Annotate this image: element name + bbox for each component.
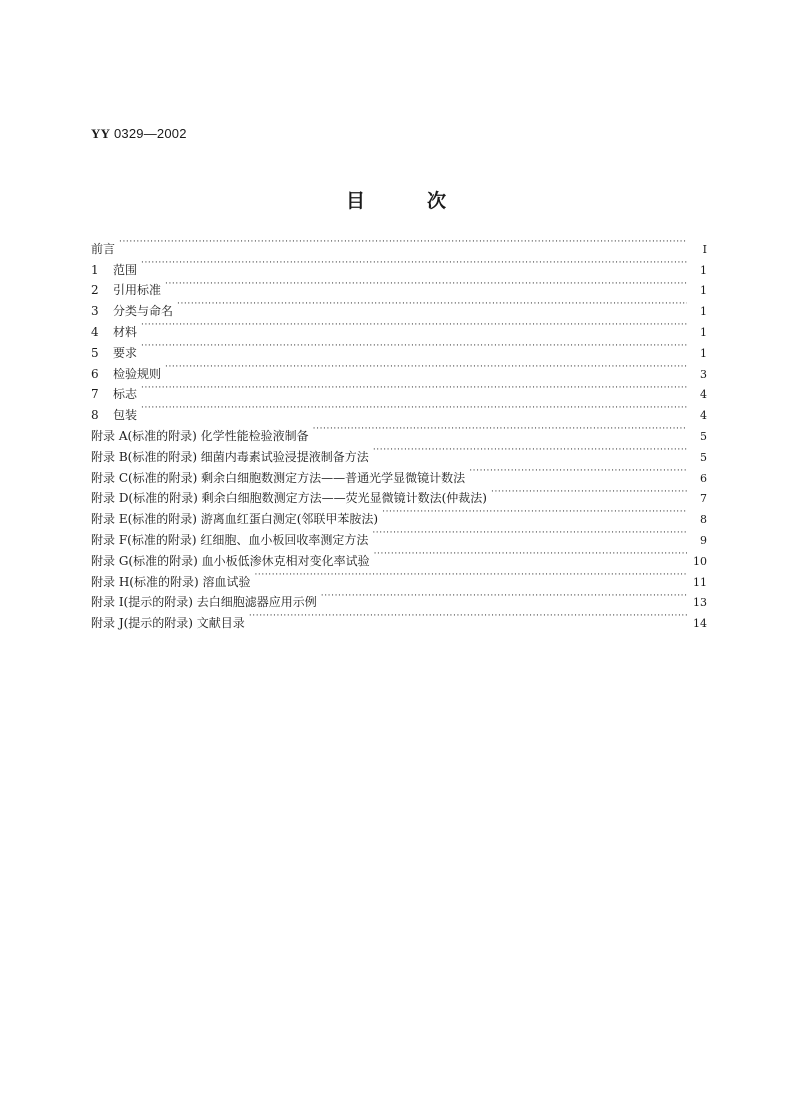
toc-label: 附录 F(标准的附录) 红细胞、血小板回收率测定方法: [91, 532, 369, 547]
toc-label: 附录 A(标准的附录) 化学性能检验液制备: [91, 428, 309, 443]
toc-number: 3: [91, 304, 99, 319]
toc-leader: [141, 315, 687, 336]
toc-page-number: 11: [693, 575, 707, 589]
toc-leader: [321, 586, 687, 607]
toc-number: 6: [91, 366, 99, 381]
toc-label: 8 包装: [91, 405, 141, 426]
toc-number: 4: [91, 324, 99, 339]
page-title: [0, 186, 792, 213]
standard-code: YY: [91, 126, 111, 141]
toc-leader: [469, 461, 687, 482]
toc-entry-8[interactable]: [91, 398, 707, 423]
toc-number: 7: [91, 387, 99, 402]
toc-entry-3[interactable]: [91, 294, 707, 319]
toc-label: 附录 B(标准的附录) 细菌内毒素试验浸提液制备方法: [91, 449, 369, 464]
toc-page-number: 1: [700, 346, 707, 360]
toc-label: 6 检验规则: [91, 364, 165, 385]
toc-label: 5 要求: [91, 343, 141, 364]
toc-leader: [141, 378, 687, 399]
toc-leader: [165, 357, 687, 378]
toc-leader: [491, 482, 687, 503]
toc-page-number: 10: [693, 554, 707, 568]
toc-page-number: 4: [700, 409, 707, 423]
toc-label: 附录 D(标准的附录) 剩余白细胞数测定方法——荧光显微镜计数法(仲裁法): [91, 491, 487, 506]
toc-number: 1: [91, 262, 99, 277]
toc-label: 附录 I(提示的附录) 去白细胞滤器应用示例: [91, 595, 317, 610]
toc-leader: [313, 419, 687, 440]
toc-label: 前言: [91, 241, 116, 256]
toc-leader: [141, 398, 687, 419]
toc-label: 附录 C(标准的附录) 剩余白细胞数测定方法——普通光学显微镜计数法: [91, 470, 466, 485]
toc-entry-appendix-a[interactable]: [91, 419, 707, 443]
toc-leader: [141, 336, 687, 357]
toc-page-number: 9: [700, 533, 707, 547]
toc-page-number: 5: [700, 450, 707, 464]
toc-leader: [382, 502, 687, 523]
toc-entry-7[interactable]: [91, 378, 707, 402]
toc-entry-6[interactable]: [91, 357, 707, 381]
toc-label: 附录 E(标准的附录) 游离血红蛋白测定(邻联甲苯胺法): [91, 512, 379, 527]
standard-number: 0329—2002: [114, 126, 187, 141]
toc-page-number: 1: [700, 263, 707, 277]
toc-number: 8: [91, 408, 99, 423]
toc-page-number: 7: [700, 492, 707, 506]
toc-label: 附录 G(标准的附录) 血小板低渗休克相对变化率试验: [91, 553, 370, 568]
toc-leader: [372, 523, 687, 544]
toc-leader: [141, 253, 687, 274]
toc-label: 1 范围: [91, 260, 141, 281]
toc-number: 2: [91, 283, 99, 298]
toc-page-number: 6: [700, 471, 707, 485]
toc-entry-4[interactable]: [91, 315, 707, 339]
toc-label: 4 材料: [91, 322, 141, 343]
toc-entry-5[interactable]: [91, 336, 707, 360]
toc-leader: [119, 232, 687, 253]
toc-page-number: 1: [700, 325, 707, 339]
toc-page-number: 14: [693, 617, 707, 631]
toc-label: 附录 H(标准的附录) 溶血试验: [91, 574, 251, 589]
toc-entry-2[interactable]: [91, 274, 707, 298]
toc-page-number: 3: [700, 367, 707, 381]
toc-leader: [249, 606, 687, 627]
toc-leader: [165, 274, 687, 295]
document-header: [91, 126, 187, 142]
title-char-left: 目: [345, 190, 365, 212]
toc-number: 5: [91, 345, 99, 360]
toc-page-number: 8: [700, 513, 707, 527]
toc-label: 7 标志: [91, 384, 141, 405]
toc-page-number: 13: [693, 596, 707, 610]
toc-page-number: 4: [700, 388, 707, 402]
toc-entry-foreword[interactable]: [91, 232, 707, 256]
toc-label: 2 引用标准: [91, 280, 165, 301]
toc-leader: [177, 294, 687, 315]
toc-leader: [374, 544, 687, 565]
table-of-contents: [91, 232, 707, 631]
toc-page-number: 5: [700, 429, 707, 443]
toc-page-number: 1: [700, 305, 707, 319]
title-char-right: 次: [427, 190, 447, 212]
toc-entry-1[interactable]: [91, 253, 707, 277]
toc-label: 附录 J(提示的附录) 文献目录: [91, 616, 245, 631]
toc-page-number: 1: [700, 284, 707, 298]
toc-leader: [254, 565, 687, 586]
toc-page-number: I: [702, 242, 707, 256]
toc-leader: [373, 440, 687, 461]
toc-label: 3 分类与命名: [91, 301, 177, 322]
